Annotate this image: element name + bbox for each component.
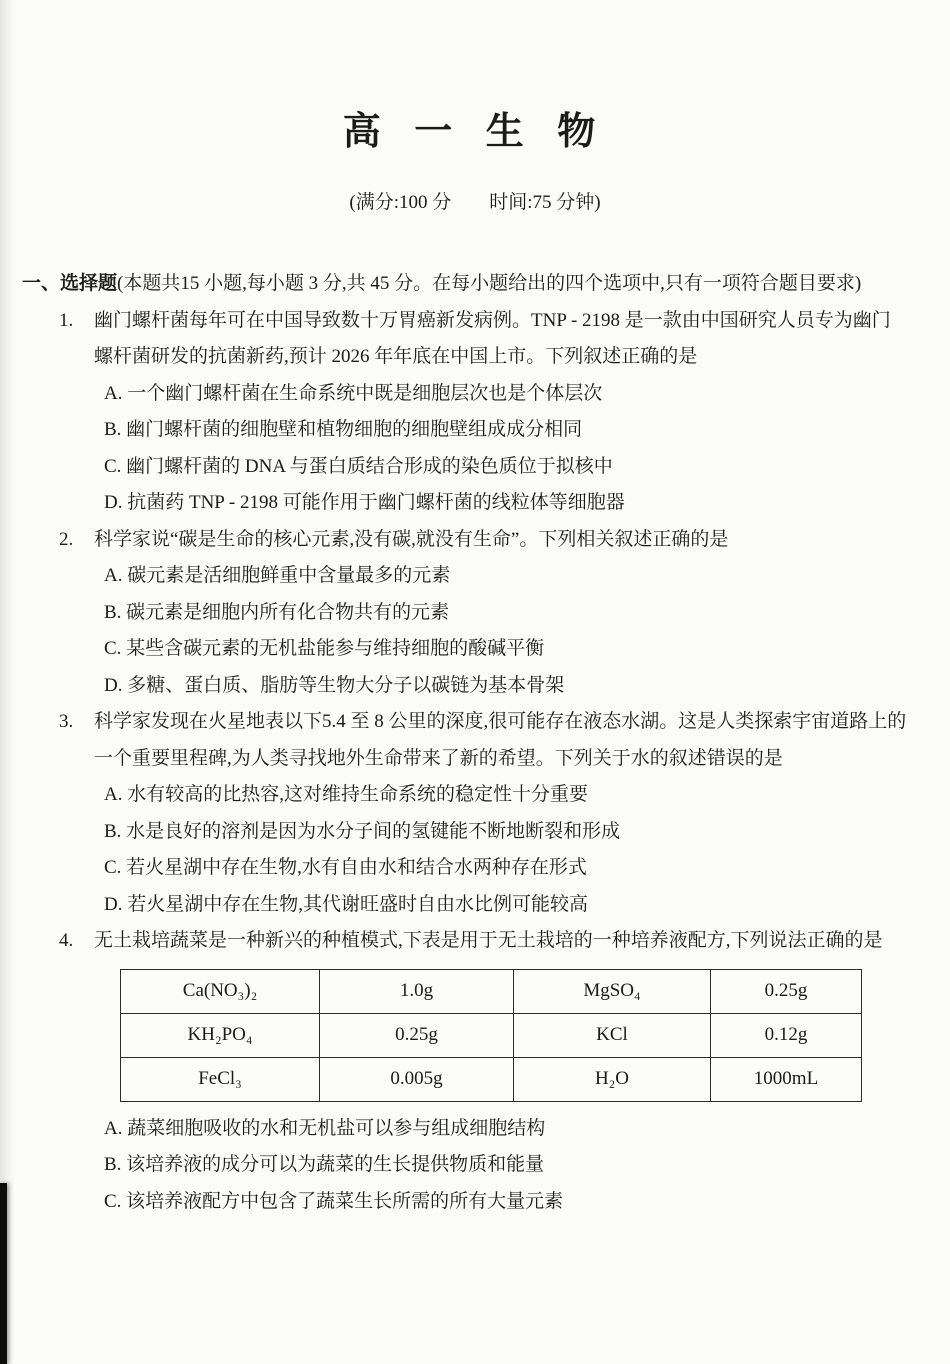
table-cell-amount: 0.25g bbox=[711, 969, 862, 1013]
question-4-number: 4. bbox=[59, 930, 74, 951]
question-2-option-a: A. 碳元素是活细胞鲜重中含量最多的元素 bbox=[104, 565, 451, 586]
section-heading bbox=[22, 266, 908, 303]
question-2 bbox=[22, 522, 908, 705]
question-4-option-c: C. 该培养液配方中包含了蔬菜生长所需的所有大量元素 bbox=[104, 1190, 564, 1212]
question-4-stem bbox=[22, 923, 908, 960]
question-1-option-a: A. 一个幽门螺杆菌在生命系统中既是细胞层次也是个体层次 bbox=[104, 382, 603, 404]
question-3-stem-text: 科学家发现在火星地表以下5.4 至 8 公里的深度,很可能存在液态水湖。这是人类探索宇宙道路上的一个重要里程碑,为人类寻找地外生命带来了新的希望。下列关于水的叙述错误的是 bbox=[94, 711, 907, 769]
page-title: 高 一 生 物 bbox=[342, 111, 608, 153]
table-cell-amount: 0.25g bbox=[320, 1013, 514, 1057]
question-1-stem bbox=[22, 303, 908, 376]
nutrient-solution-table bbox=[120, 969, 862, 1102]
section-instructions: (本题共15 小题,每小题 3 分,共 45 分。在每小题给出的四个选项中,只有一项符合题目要求) bbox=[117, 273, 862, 294]
table-cell-formula: MgSO₄ bbox=[514, 969, 711, 1013]
table-row bbox=[121, 969, 862, 1013]
question-2-option-c: C. 某些含碳元素的无机盐能参与维持细胞的酸碱平衡 bbox=[104, 638, 545, 659]
question-1-option-d: D. 抗菌药 TNP - 2198 可能作用于幽门螺杆菌的线粒体等细胞器 bbox=[104, 492, 625, 513]
question-2-number: 2. bbox=[59, 528, 74, 550]
table-row bbox=[121, 1013, 862, 1057]
question-3-stem bbox=[22, 704, 908, 777]
question-3-option-b: B. 水是良好的溶剂是因为水分子间的氢键能不断地断裂和形成 bbox=[104, 820, 621, 842]
question-2-option-d: D. 多糖、蛋白质、脂肪等生物大分子以碳链为基本骨架 bbox=[104, 674, 565, 696]
question-4 bbox=[22, 923, 908, 1220]
table-cell-amount: 0.12g bbox=[711, 1013, 862, 1057]
section-label: 一、选择题 bbox=[22, 273, 118, 294]
question-2-option-b: B. 碳元素是细胞内所有化合物共有的元素 bbox=[104, 601, 450, 623]
table-cell-amount: 0.005g bbox=[320, 1057, 514, 1101]
table-cell-amount: 1000mL bbox=[711, 1057, 862, 1101]
question-3 bbox=[22, 704, 908, 923]
question-3-option-c: C. 若火星湖中存在生物,水有自由水和结合水两种存在形式 bbox=[104, 857, 587, 878]
table-cell-formula: H₂O bbox=[514, 1057, 711, 1101]
question-1 bbox=[22, 303, 908, 522]
question-4-option-a: A. 蔬菜细胞吸收的水和无机盐可以参与组成细胞结构 bbox=[104, 1117, 546, 1139]
table-cell-amount: 1.0g bbox=[320, 969, 514, 1013]
scan-black-strip bbox=[0, 1183, 7, 1364]
question-1-option-c: C. 幽门螺杆菌的 DNA 与蛋白质结合形成的染色质位于拟核中 bbox=[104, 455, 613, 477]
question-4-stem-text: 无土栽培蔬菜是一种新兴的种植模式,下表是用于无土栽培的一种培养液配方,下列说法正确的是 bbox=[94, 930, 883, 951]
question-1-number: 1. bbox=[59, 309, 74, 331]
question-2-stem-text: 科学家说“碳是生命的核心元素,没有碳,就没有生命”。下列相关叙述正确的是 bbox=[94, 528, 729, 550]
question-1-option-b: B. 幽门螺杆菌的细胞壁和植物细胞的细胞壁组成成分相同 bbox=[104, 419, 583, 440]
question-2-stem bbox=[22, 522, 908, 559]
table-cell-formula: Ca(NO₃)₂ bbox=[121, 969, 320, 1013]
table-row bbox=[121, 1057, 862, 1101]
question-3-option-a: A. 水有较高的比热容,这对维持生命系统的稳定性十分重要 bbox=[104, 784, 588, 805]
exam-body bbox=[0, 266, 950, 1220]
table-cell-formula: KH₂PO₄ bbox=[121, 1013, 320, 1057]
question-3-option-d: D. 若火星湖中存在生物,其代谢旺盛时自由水比例可能较高 bbox=[104, 893, 588, 915]
table-cell-formula: KCl bbox=[514, 1013, 711, 1057]
question-1-stem-text: 幽门螺杆菌每年可在中国导致数十万胃癌新发病例。TNP - 2198 是一款由中国研究人员专为幽门螺杆菌研发的抗菌新药,预计 2026 年年底在中国上市。下列叙述正确的是 bbox=[94, 309, 891, 367]
table-cell-formula: FeCl₃ bbox=[121, 1057, 320, 1101]
question-4-option-b: B. 该培养液的成分可以为蔬菜的生长提供物质和能量 bbox=[104, 1154, 545, 1175]
question-3-number: 3. bbox=[59, 711, 74, 732]
page-subtitle: (满分:100 分 时间:75 分钟) bbox=[349, 192, 601, 213]
